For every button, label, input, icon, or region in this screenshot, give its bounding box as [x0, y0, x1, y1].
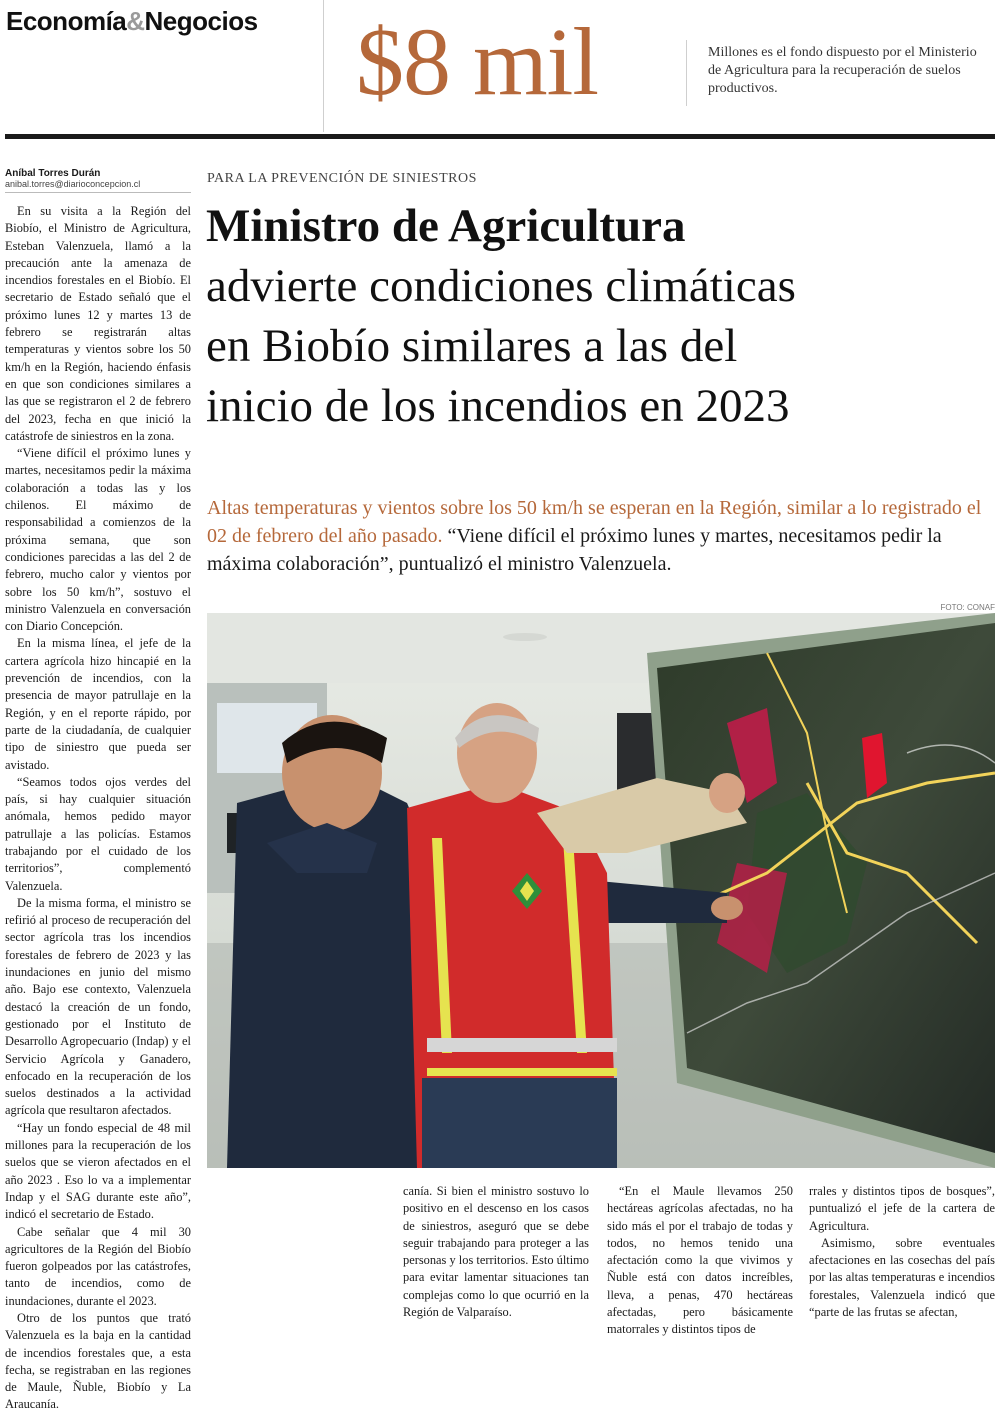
deck	[207, 494, 997, 578]
section-label-part1: Economía	[6, 6, 127, 36]
paragraph: rrales y distintos tipos de bosques”, puntualizó el jefe de la cartera de Agricultura.	[809, 1184, 995, 1233]
body-column-2	[403, 1183, 589, 1321]
paragraph: Otro de los puntos que trató Valenzuela es la baja en la cantidad de incendios forestales que, a esta fecha, se registraban en las regiones de Maule, Ñuble, Biobío y La Araucanía.	[5, 1311, 191, 1412]
kicker: PARA LA PREVENCIÓN DE SINIESTROS	[207, 171, 477, 186]
header-divider	[323, 0, 324, 132]
paragraph: “Hay un fondo especial de 48 mil millones para la recuperación de los suelos que se vieron afectados en el año 2023 . Eso lo va a implementar Indap y el SAG durante este año”, indicó el secretario de Estado.	[5, 1120, 191, 1222]
highlight-figure-caption: Millones es el fondo dispuesto por el Ministerio de Agricultura para la recuperación de suelos productivos.	[708, 45, 977, 96]
headline	[206, 196, 996, 436]
headline-line-2: advierte condiciones climáticas	[206, 260, 796, 312]
byline	[5, 168, 191, 193]
photo-illustration	[207, 613, 995, 1168]
paragraph: canía. Si bien el ministro sostuvo lo positivo en el descenso en los casos de siniestros, aseguró que se debe seguir trabajando para proteger a las personas y los territorios. Esto último para evitar lamentar situaciones tan complejas como lo que ocurrió en la Región de Valparaíso.	[403, 1184, 589, 1320]
figure-divider	[686, 40, 687, 106]
deck-highlight: Altas temperaturas y vientos sobre los 50 km/h se esperan en la Región, similar a lo registrado el 02 de febrero del año pasado.	[207, 497, 982, 547]
headline-line-3: en Biobío similares a las del	[206, 320, 738, 372]
author-name: Aníbal Torres Durán	[5, 168, 101, 179]
paragraph: “En el Maule llevamos 250 hectáreas agrícolas afectadas, no ha sido más el por el trabajo de todas y todos, no hemos tenido una afectación como la que vivimos y Ñuble está con datos increíbles, lleva, a penas, 470 hectáreas afectadas, pero básicamente matorrales y distintos tipos de	[607, 1184, 793, 1337]
paragraph: En su visita a la Región del Biobío, el Ministro de Agricultura, Esteban Valenzuela, llamó a la precaución ante la amenaza de incendios forestales en el Biobío. El secretario de Estado señaló que el próximo lunes 12 y martes 13 de febrero se registrarán altas temperaturas y vientos sobre los 50 km/h en la Región, haciendo énfasis en que son condiciones similares a las que se registraron el 2 de febrero del 2023, fecha en que inició la catástrofe de siniestros en la zona.	[5, 204, 191, 443]
section-label-ampersand: &	[126, 6, 145, 36]
paragraph: Cabe señalar que 4 mil 30 agricultores de la Región del Biobío fueron golpeados por las catástrofes, tanto de incendios, como de inundaciones, durante el 2023.	[5, 1224, 191, 1308]
headline-line-4: inicio de los incendios en 2023	[206, 380, 790, 432]
body-column-4	[809, 1183, 995, 1321]
paragraph: De la misma forma, el ministro se refirió al proceso de recuperación del sector agrícola tras los incendios forestales de febrero de 2023 y las inundaciones en junio del mismo año. Bajo ese contexto, Valenzuela destacó la creación de un fondo, gestionado por el Instituto de Desarrollo Agropecuario (Indap) y el Servicio Agrícola y Ganadero, enfocado en la recuperación de los suelos destinados a la actividad agrícola que resultaron afectados.	[5, 895, 191, 1118]
section-label-part2: Negocios	[144, 6, 258, 36]
section-label	[6, 6, 258, 37]
paragraph: Asimismo, sobre eventuales afectaciones en las cosechas del país por las altas temperaturas e incendios forestales, Valenzuela indicó que “parte de las frutas se afectan,	[809, 1235, 995, 1320]
highlight-figure: $8 mil	[356, 8, 599, 115]
deck-quote: “Viene difícil el próximo lunes y martes, necesitamos pedir la máxima colaboración”, puntualizó el ministro Valenzuela.	[207, 525, 942, 575]
header-rule	[5, 134, 995, 139]
paragraph: “Seamos todos ojos verdes del país, si hay cualquier situación anómala, hemos pedido mayor patrullaje a las policías. Estamos trabajando por el cuidado de los territorios”, complementó Valenzuela.	[5, 774, 191, 893]
headline-line-1: Ministro de Agricultura	[206, 200, 686, 252]
body-column-3	[607, 1183, 793, 1339]
paragraph: En la misma línea, el jefe de la cartera agrícola hizo hincapié en la prevención de incendios, con la presencia de mayor patrullaje en la Región, y en el reporte rápido, por parte de la ciudadanía, de cualquier tipo de siniestro que pueda ser avistado.	[5, 636, 191, 772]
photo-credit: FOTO: CONAF	[940, 603, 995, 612]
article-photo	[207, 613, 995, 1168]
paragraph: “Viene difícil el próximo lunes y martes, necesitamos pedir la máxima colaboración a todas las y los chilenos. El máximo de responsabilidad a comienzos de la próxima semana, que son condiciones parecidas a las del 2 de febrero, mucho calor y vientos por sobre los 50 km/h”, sostuvo el ministro Valenzuela en conversación con Diario Concepción.	[5, 446, 191, 634]
body-column-1	[5, 203, 191, 1414]
author-email[interactable]: anibal.torres@diarioconcepcion.cl	[5, 179, 141, 189]
